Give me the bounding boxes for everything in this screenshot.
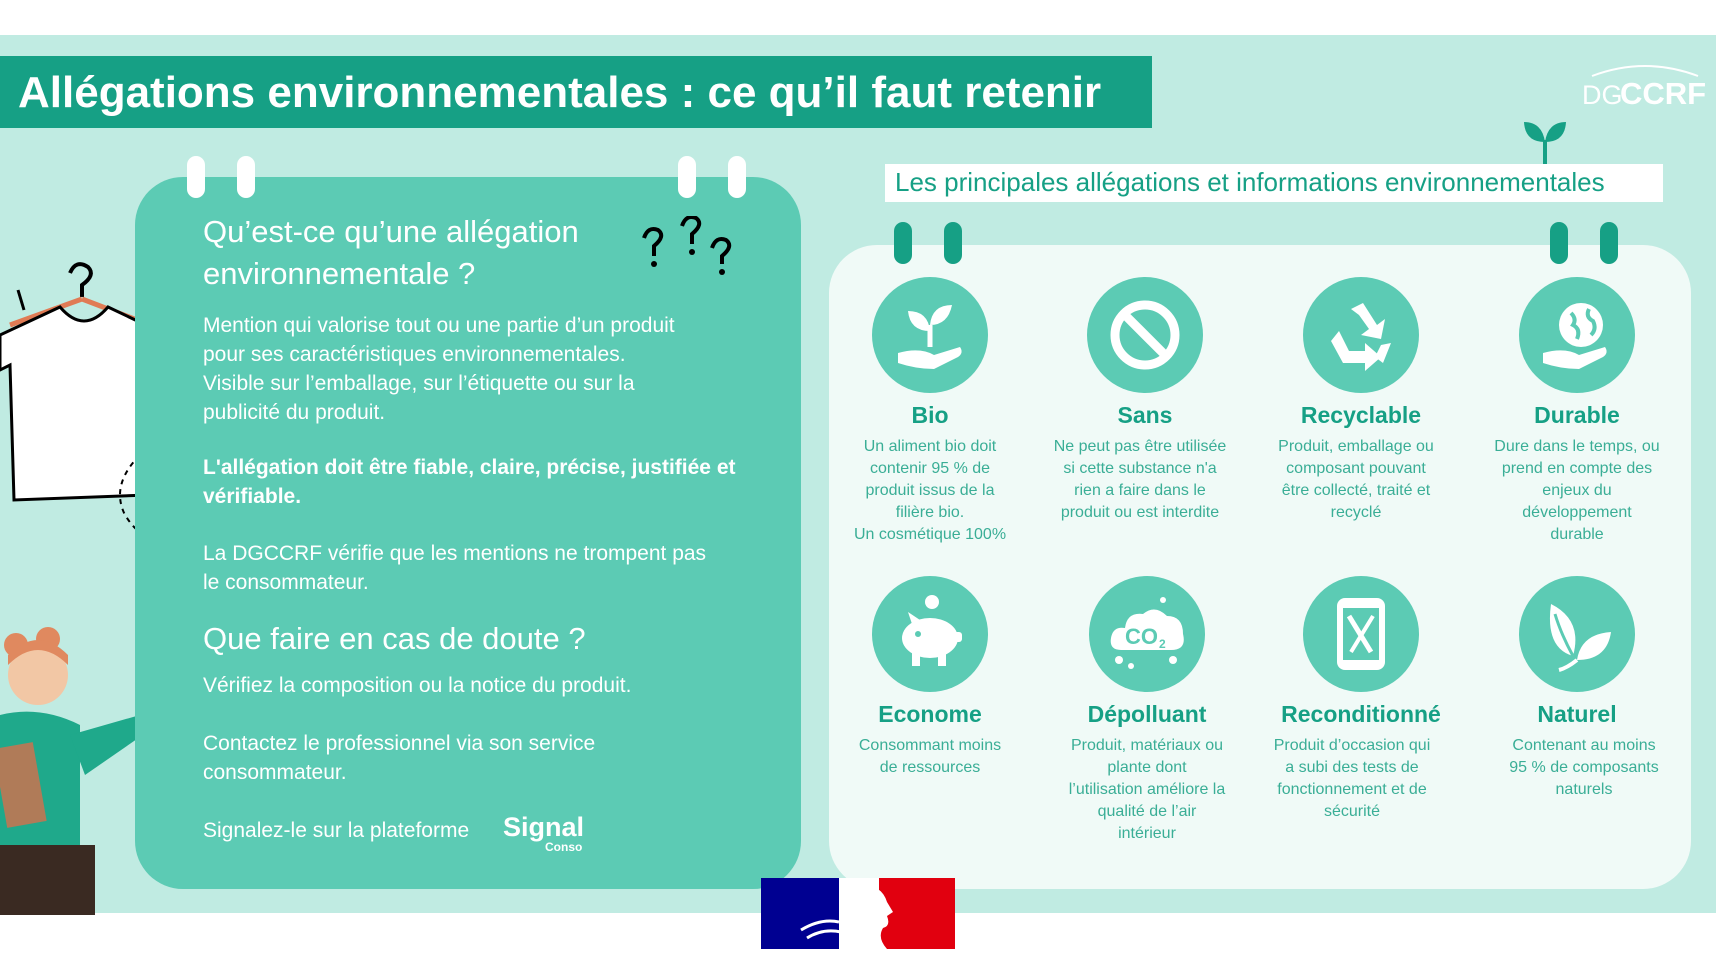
desc-line: prend en compte des — [1501, 460, 1653, 477]
binder-ring — [944, 222, 962, 264]
desc-line: qualité de l’air — [1097, 803, 1197, 820]
phone-repair-icon — [1321, 594, 1401, 674]
leaf-icon — [1537, 594, 1617, 674]
requirement-text — [203, 453, 736, 511]
claim-item-econome — [872, 576, 988, 692]
binder-ring — [237, 156, 255, 198]
claim-item-recyclable — [1303, 277, 1419, 393]
sprout-icon — [1520, 118, 1570, 164]
text-line: pour ses caractéristiques environnementales. — [203, 343, 626, 366]
prohibited-icon — [1105, 295, 1185, 375]
claim-desc-naturel — [1489, 735, 1679, 801]
signal-logo-sub: Conso — [545, 840, 583, 854]
piggy-bank-icon — [890, 594, 970, 674]
desc-line: intérieur — [1118, 825, 1176, 842]
desc-line: sécurité — [1323, 803, 1381, 820]
desc-line: a subi des tests de — [1285, 759, 1419, 776]
marianne-flag-logo — [761, 878, 955, 949]
signalconso-logo[interactable] — [503, 812, 585, 854]
desc-line: produit ou est interdite — [1060, 504, 1220, 521]
desc-line: Produit, emballage ou — [1278, 438, 1434, 455]
desc-line: l’utilisation améliore la — [1068, 781, 1226, 798]
desc-line: produit issus de la — [865, 482, 995, 499]
claim-title-econome: Econome — [878, 701, 982, 727]
question-marks-icon — [640, 216, 740, 286]
text-line: vérifiable. — [203, 485, 302, 508]
desc-line: contenir 95 % de — [869, 460, 991, 477]
claim-title-bio: Bio — [911, 402, 949, 428]
text-line: Contactez le professionnel via son service — [203, 732, 596, 755]
desc-line: 95 % de composants — [1509, 759, 1659, 776]
claims-header — [885, 164, 1663, 202]
dgccrf-text — [203, 539, 706, 597]
desc-line: filière bio. — [895, 504, 965, 521]
co2-cloud-icon — [1107, 594, 1187, 674]
binder-ring — [678, 156, 696, 198]
text-line: Visible sur l’emballage, sur l’étiquette ou sur la — [203, 372, 635, 395]
claim-desc-durable — [1482, 436, 1672, 546]
claim-item-depolluant — [1089, 576, 1205, 692]
claim-title-sans: Sans — [1117, 402, 1173, 428]
claim-item-sans — [1087, 277, 1203, 393]
desc-line: développement — [1522, 504, 1632, 521]
text-line: publicité du produit. — [203, 401, 386, 424]
desc-line: rien a faire dans le — [1074, 482, 1206, 499]
claim-desc-depolluant — [1052, 735, 1242, 845]
claim-title-reconditionne: Reconditionné — [1281, 701, 1441, 727]
logo-name: CCRF — [1620, 76, 1707, 111]
heading-line: environnementale ? — [203, 256, 476, 291]
desc-line: Un cosmétique 100% — [853, 526, 1007, 543]
desc-line: être collecté, traité et — [1281, 482, 1431, 499]
text-line: le consommateur. — [203, 571, 369, 594]
claim-item-durable — [1519, 277, 1635, 393]
claims-header-text: Les principales allégations et informations environnementales — [895, 167, 1605, 197]
desc-line: Produit, matériaux ou — [1070, 737, 1224, 754]
desc-line: Dure dans le temps, ou — [1494, 438, 1660, 455]
definition-text — [203, 311, 675, 427]
signal-logo-name: Signal — [503, 812, 585, 842]
binder-ring — [728, 156, 746, 198]
desc-line: durable — [1550, 526, 1604, 543]
claim-item-naturel — [1519, 576, 1635, 692]
check-text: Vérifiez la composition ou la notice du produit. — [203, 674, 632, 697]
claim-title-recyclable: Recyclable — [1300, 402, 1422, 428]
claim-desc-recyclable — [1261, 436, 1451, 524]
binder-ring — [187, 156, 205, 198]
claim-desc-reconditionne — [1257, 735, 1447, 823]
desc-line: Produit d’occasion qui — [1273, 737, 1431, 754]
claim-title-naturel: Naturel — [1537, 701, 1617, 727]
globe-in-hand-icon — [1537, 295, 1617, 375]
heading-definition — [203, 211, 579, 295]
heading-doubt: Que faire en cas de doute ? — [203, 621, 586, 656]
claim-item-reconditionne — [1303, 576, 1419, 692]
desc-line: plante dont — [1107, 759, 1187, 776]
recycle-icon — [1321, 295, 1401, 375]
dgccrf-logo — [1580, 66, 1707, 116]
desc-line: recyclé — [1330, 504, 1382, 521]
claim-desc-bio — [835, 436, 1025, 546]
svg-text:CO: CO — [1125, 624, 1158, 649]
desc-line: enjeux du — [1542, 482, 1612, 499]
text-line: La DGCCRF vérifie que les mentions ne trompent pas — [203, 542, 707, 565]
plant-in-hand-icon — [890, 295, 970, 375]
desc-line: Ne peut pas être utilisée — [1053, 438, 1227, 455]
claim-desc-econome — [835, 735, 1025, 779]
contact-text — [203, 729, 595, 787]
claim-desc-sans — [1040, 436, 1240, 524]
binder-ring — [1550, 222, 1568, 264]
desc-line: fonctionnement et de — [1277, 781, 1427, 798]
desc-line: composant pouvant — [1286, 460, 1426, 477]
claim-item-bio — [872, 277, 988, 393]
claim-title-depolluant: Dépolluant — [1087, 701, 1207, 727]
claim-title-durable: Durable — [1534, 402, 1620, 428]
desc-line: Consommant moins — [858, 737, 1002, 754]
heading-line: Qu’est-ce qu’une allégation — [203, 214, 579, 249]
desc-line: de ressources — [879, 759, 981, 776]
desc-line: Contenant au moins — [1512, 737, 1656, 754]
desc-line: naturels — [1555, 781, 1613, 798]
desc-line: si cette substance n'a — [1063, 460, 1217, 477]
text-line: Mention qui valorise tout ou une partie d’un produit — [203, 314, 675, 337]
page-title: Allégations environnementales : ce qu’il faut retenir — [18, 68, 1102, 117]
logo-prefix: DG — [1582, 80, 1623, 110]
text-line: consommateur. — [203, 761, 347, 784]
signal-text: Signalez-le sur la plateforme — [203, 819, 470, 842]
binder-ring — [894, 222, 912, 264]
binder-ring — [1600, 222, 1618, 264]
svg-text:2: 2 — [1159, 637, 1166, 651]
text-line: L'allégation doit être fiable, claire, précise, justifiée et — [203, 456, 736, 479]
desc-line: Un aliment bio doit — [863, 438, 997, 455]
